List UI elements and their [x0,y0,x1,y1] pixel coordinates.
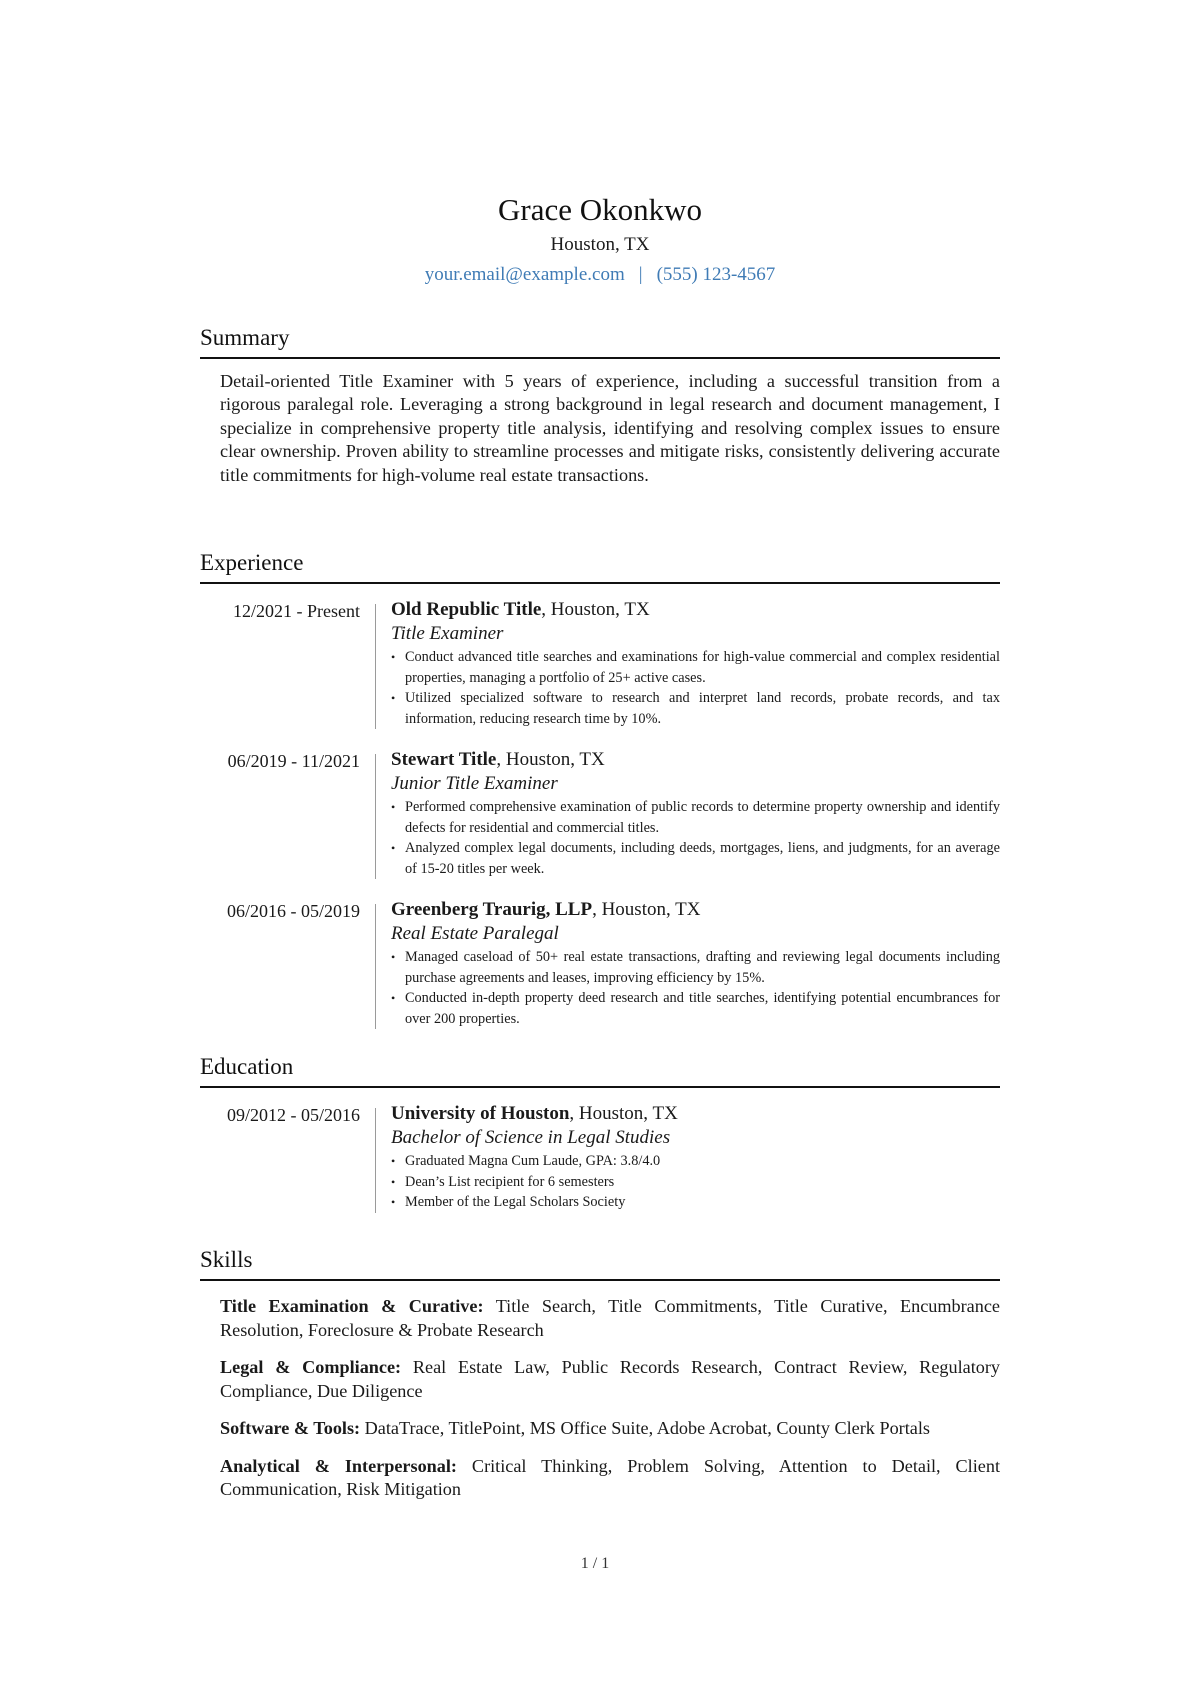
entry-content [376,1102,1000,1213]
experience-list [200,598,1000,1029]
entry-content [376,898,1000,1029]
entry-location: , Houston, TX [541,599,650,620]
entry-bullets [391,647,1000,729]
entry-role: Bachelor of Science in Legal Studies [391,1127,671,1148]
section-title-skills: Skills [200,1244,1000,1281]
entry-location: , Houston, TX [569,1103,678,1124]
candidate-name: Grace Okonkwo [497,192,702,227]
summary-section [200,322,1000,487]
bullet-item: • Performed comprehensive examination of public records to determine property ownership and identify defects for residential and commercial titles. [391,797,1000,838]
entry-role: Junior Title Examiner [391,773,558,794]
entry-date: 09/2012 - 05/2016 [227,1105,360,1125]
entry-role: Title Examiner [391,623,504,644]
timeline-entry [200,748,1000,879]
entry-organization: Greenberg Traurig, LLP [391,899,593,920]
timeline-entry [200,598,1000,729]
entry-heading [391,748,1000,772]
skill-category: Legal & Compliance: [220,1357,402,1377]
bullet-item: • Conducted in-depth property deed research and title searches, identifying potential encumbrances for over 200 properties. [391,988,1000,1029]
entry-date: 12/2021 - Present [233,601,360,621]
phone-link[interactable]: (555) 123-4567 [656,264,776,285]
experience-section [200,547,1000,1029]
skill-row [220,1356,1000,1403]
skills-section [200,1244,1000,1516]
entry-heading [391,898,1000,922]
entry-location: , Houston, TX [496,749,605,770]
bullet-item: • Graduated Magna Cum Laude, GPA: 3.8/4.0 [391,1151,1000,1172]
education-section [200,1051,1000,1213]
entry-heading [391,598,1000,622]
entry-role: Real Estate Paralegal [391,923,559,944]
entry-content [376,598,1000,729]
entry-location: , Houston, TX [592,899,701,920]
section-title-education: Education [200,1051,1000,1088]
skill-row [220,1417,1000,1441]
bullet-item: • Analyzed complex legal documents, including deeds, mortgages, liens, and judgments, for an average of 15-20 titles per week. [391,838,1000,879]
bullet-item: • Conduct advanced title searches and examinations for high-value commercial and complex residential properties, managing a portfolio of 25+ active cases. [391,647,1000,688]
bullet-item: • Member of the Legal Scholars Society [391,1192,1000,1213]
entry-content [376,748,1000,879]
bullet-item: • Utilized specialized software to research and interpret land records, probate records, and tax information, reducing research time by 10%. [391,688,1000,729]
skill-values: Title Search, Title Commitments, Title Curative, Encumbrance Resolution, Foreclosure & Probate Research [220,1296,1000,1340]
skill-row [220,1295,1000,1342]
entry-bullets [391,797,1000,879]
summary-text: Detail-oriented Title Examiner with 5 years of experience, including a successful transition from a rigorous paralegal role. Leveraging a strong background in legal research and document management, I specialize in comprehensive property title analysis, identifying and resolving complex issues to ensure clear ownership. Proven ability to streamline processes and mitigate risks, consistently delivering accurate title commitments for high-volume real estate transactions. [220,371,1000,485]
entry-organization: Old Republic Title [391,599,542,620]
section-title-summary: Summary [200,322,1000,359]
skill-values: DataTrace, TitlePoint, MS Office Suite, Adobe Acrobat, County Clerk Portals [360,1418,930,1438]
skill-category: Title Examination & Curative: [220,1296,484,1316]
candidate-location: Houston, TX [550,234,650,255]
email-link[interactable]: your.email@example.com [424,264,625,285]
bullet-item: • Managed caseload of 50+ real estate transactions, drafting and reviewing legal documents including purchase agreements and leases, improving efficiency by 15%. [391,947,1000,988]
entry-date: 06/2016 - 05/2019 [227,901,360,921]
entry-date: 06/2019 - 11/2021 [227,751,360,771]
skill-category: Analytical & Interpersonal: [220,1455,457,1476]
skill-row [220,1455,1000,1502]
entry-bullets [391,947,1000,1029]
contact-line [200,262,1000,288]
contact-separator: | [638,264,643,285]
entry-heading [391,1102,1000,1126]
timeline-entry [200,1102,1000,1213]
bullet-item: • Dean’s List recipient for 6 semesters [391,1172,1000,1193]
education-list [200,1102,1000,1213]
skills-list [200,1295,1000,1502]
entry-organization: University of Houston [391,1103,570,1124]
timeline-entry [200,898,1000,1029]
page-number: 1 / 1 [580,1555,610,1572]
skill-values: Real Estate Law, Public Records Research, Contract Review, Regulatory Compliance, Due Diligence [220,1357,1000,1401]
entry-organization: Stewart Title [391,749,497,770]
skill-values: Critical Thinking, Problem Solving, Attention to Detail, Client Communication, Risk Mitigation [220,1455,1000,1499]
entry-bullets [391,1151,1000,1213]
section-title-experience: Experience [200,547,1000,584]
skill-category: Software & Tools: [220,1418,361,1438]
